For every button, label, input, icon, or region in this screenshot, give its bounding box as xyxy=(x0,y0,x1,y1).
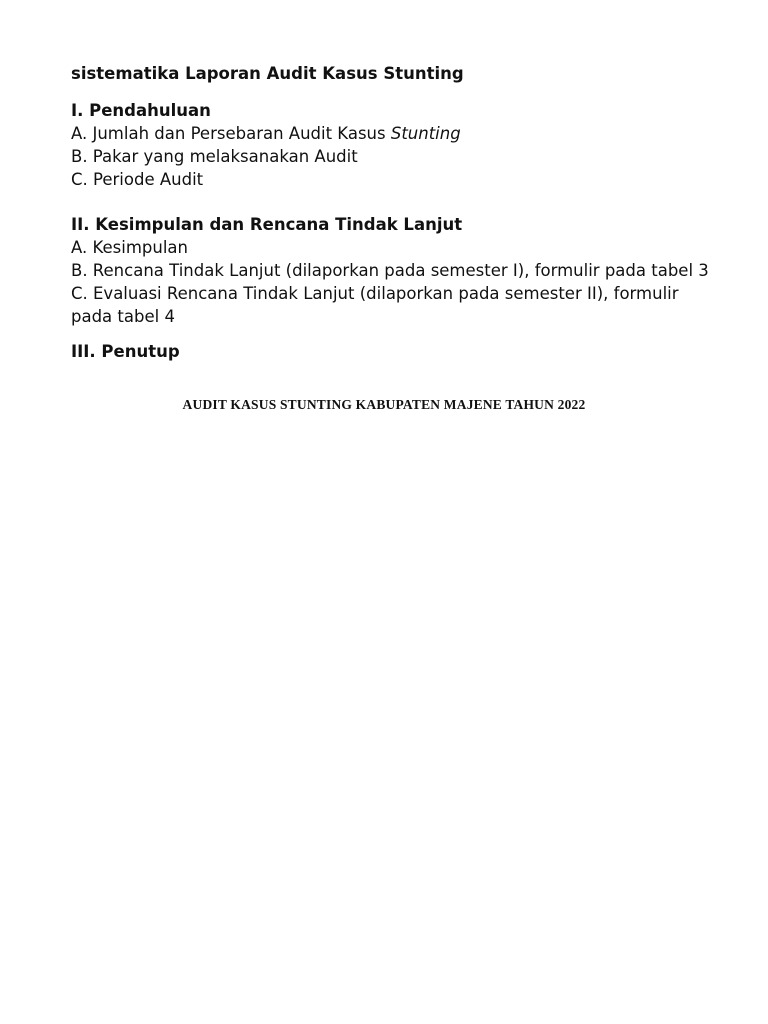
section-heading: III. Penutup xyxy=(71,342,180,361)
list-item-emphasis: Stunting xyxy=(390,124,461,143)
section-kesimpulan xyxy=(71,213,711,328)
list-item: C. Periode Audit xyxy=(71,170,204,189)
document-title: sistematika Laporan Audit Kasus Stunting xyxy=(71,64,464,83)
section-heading: II. Kesimpulan dan Rencana Tindak Lanjut xyxy=(71,215,463,234)
list-item-text: A. Jumlah dan Persebaran Audit Kasus xyxy=(71,124,391,143)
report-title-footer: AUDIT KASUS STUNTING KABUPATEN MAJENE TAHUN 2022 xyxy=(182,397,586,412)
section-pendahuluan xyxy=(71,99,711,191)
list-item: B. Pakar yang melaksanakan Audit xyxy=(71,147,358,166)
document-body xyxy=(71,60,711,363)
section-spacer xyxy=(71,191,711,213)
list-item xyxy=(71,122,711,145)
list-item: A. Kesimpulan xyxy=(71,238,188,257)
list-item: B. Rencana Tindak Lanjut (dilaporkan pada semester I), formulir pada tabel 3 xyxy=(71,261,709,280)
section-penutup xyxy=(71,340,711,363)
section-heading: I. Pendahuluan xyxy=(71,101,211,120)
list-item: C. Evaluasi Rencana Tindak Lanjut (dilaporkan pada semester II), formulir pada tabel 4 xyxy=(71,284,679,326)
section-spacer xyxy=(71,328,711,340)
